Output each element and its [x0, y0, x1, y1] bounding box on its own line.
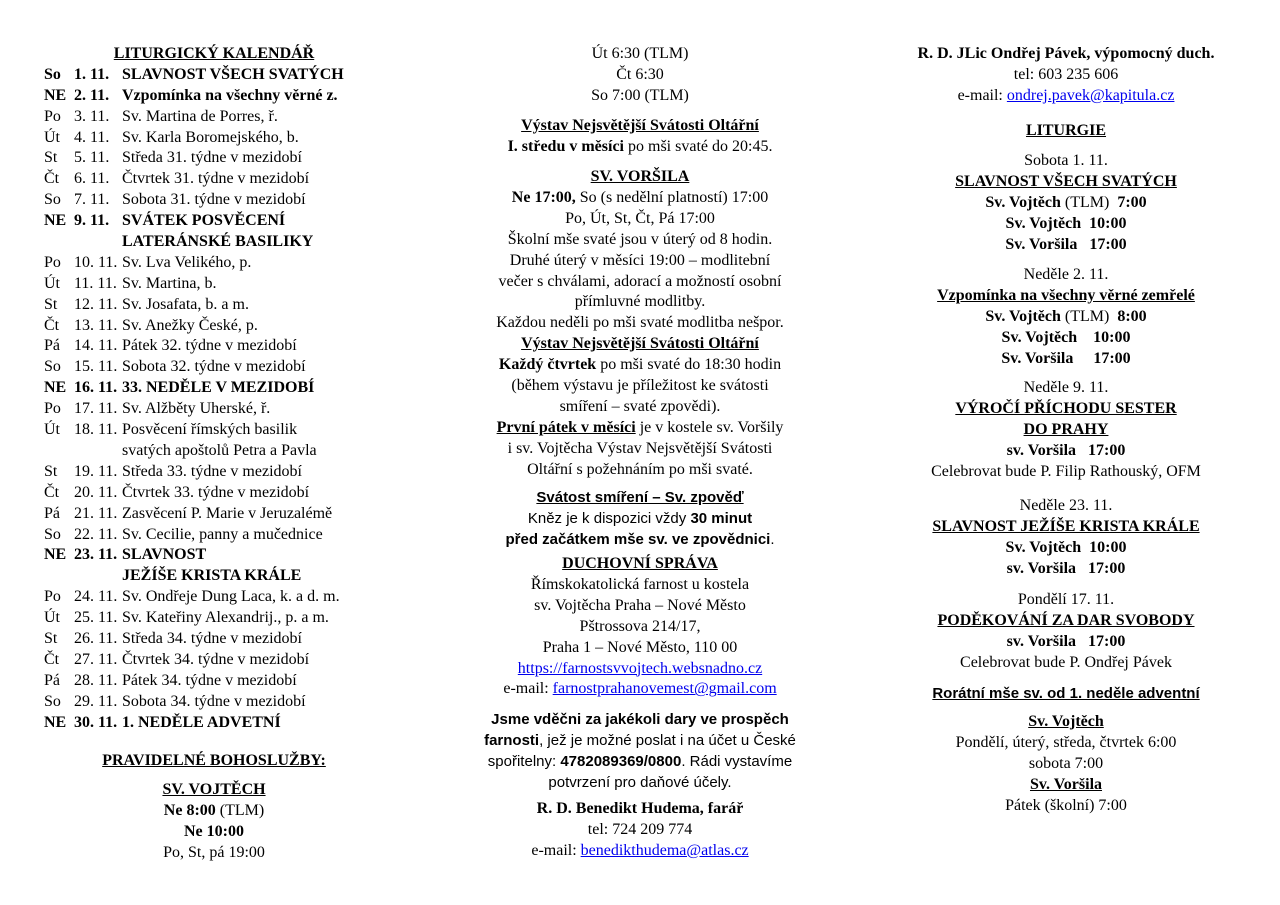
calendar-name: Středa 34. týdne v mezidobí — [122, 629, 302, 647]
vojtech-sunday-1: Ne 8:00 (TLM) — [163, 801, 265, 819]
calendar-date: 3. 11. — [74, 107, 110, 125]
liturgy-mass-line — [864, 193, 1268, 214]
calendar-day: NE — [44, 546, 67, 564]
vorsila-section — [442, 167, 838, 481]
liturgy-mass-normal: (TLM) — [1060, 193, 1110, 211]
liturgy-mass-normal: Celebrovat bude P. Ondřej Pávek — [960, 653, 1172, 671]
calendar-entry — [44, 295, 414, 316]
calendar-name: Sobota 31. týdne v mezidobí — [122, 191, 306, 209]
assistant-email: e-mail: ondrej.pavek@kapitula.cz — [957, 86, 1175, 104]
rorate-vorsila-title: Sv. Voršila — [1029, 775, 1103, 793]
adoration-1-text: I. středu v měsíci po mši svaté do 20:45. — [507, 137, 773, 155]
calendar-name: Středa 31. týdne v mezidobí — [122, 149, 302, 167]
parish-email: e-mail: farnostprahanovemest@gmail.com — [503, 680, 777, 698]
calendar-name: Sobota 32. týdne v mezidobí — [122, 358, 306, 376]
calendar-date: 27. 11. — [74, 650, 118, 668]
vorsila-text-2: Druhé úterý v měsíci 19:00 – modlitební — [509, 251, 771, 269]
liturgy-heading: PODĚKOVÁNÍ ZA DAR SVOBODY — [937, 611, 1195, 629]
liturgy-mass-line — [864, 235, 1268, 256]
calendar-name-continued: svatých apoštolů Petra a Pavla — [122, 441, 317, 459]
liturgy-mass-bold: Sv. Vojtěch 10:00 — [1005, 538, 1127, 556]
calendar-entry — [44, 629, 414, 650]
liturgy-mass-bold: Sv. Vojtěch — [985, 307, 1061, 325]
vorsila-text-3: večer s chválami, adorací a možností osobní — [498, 272, 782, 290]
vojtech-sunday-2: Ne 10:00 — [184, 822, 244, 840]
liturgy-heading: SLAVNOST JEŽÍŠE KRISTA KRÁLE — [932, 517, 1200, 535]
first-friday-line-3: Oltářní s požehnáním po mši svaté. — [527, 460, 753, 478]
first-friday-text: První pátek v měsíci je v kostele sv. Voršily — [496, 418, 784, 436]
calendar-day: Út — [44, 609, 60, 627]
calendar-date: 9. 11. — [74, 212, 110, 230]
calendar-date: 22. 11. — [74, 525, 118, 543]
liturgy-section — [864, 265, 1268, 370]
calendar-date: 10. 11. — [74, 253, 118, 271]
vorsila-title: SV. VORŠILA — [590, 168, 690, 185]
vorsila-weekdays: Po, Út, St, Čt, Pá 17:00 — [565, 209, 715, 227]
calendar-day: Čt — [44, 316, 60, 334]
vorsila-text-4: přímluvné modlitby. — [574, 293, 706, 311]
calendar-day: Út — [44, 274, 60, 292]
calendar-day: St — [44, 295, 58, 313]
liturgy-mass-bold: Sv. Vojtěch 10:00 — [1005, 214, 1127, 232]
priest-email: e-mail: benedikthudema@atlas.cz — [531, 841, 749, 859]
calendar-name: SLAVNOST VŠECH SVATÝCH — [122, 65, 344, 83]
calendar-name-continued: JEŽÍŠE KRISTA KRÁLE — [122, 567, 302, 585]
donation-line-3: spořitelny: 4782089369/0800. Rádi vystavíme — [487, 752, 793, 770]
calendar-day: So — [44, 191, 61, 209]
calendar-name: Zasvěcení P. Marie v Jeruzalémě — [122, 504, 333, 522]
adoration-2-text: Každý čtvrtek po mši svaté do 18:30 hodin — [498, 356, 782, 374]
calendar-name-continued: LATERÁNSKÉ BASILIKY — [122, 233, 314, 251]
liturgy-mass-normal: Celebrovat bude P. Filip Rathouský, OFM — [931, 462, 1201, 480]
calendar-date: 24. 11. — [74, 588, 118, 606]
calendar-day: Po — [44, 588, 61, 606]
calendar-name: Sobota 34. týdne v mezidobí — [122, 692, 306, 710]
parish-line-2: sv. Vojtěcha Praha – Nové Město — [534, 596, 746, 614]
calendar-date: 19. 11. — [74, 462, 118, 480]
priest-section — [442, 799, 838, 862]
liturgy-date: Pondělí 17. 11. — [1017, 591, 1115, 608]
calendar-day: Út — [44, 421, 60, 439]
liturgy-mass-line — [864, 441, 1268, 462]
calendar-day: St — [44, 629, 58, 647]
calendar-name: SVÁTEK POSVĚCENÍ — [122, 212, 286, 230]
calendar-entry — [44, 462, 414, 483]
calendar-name: Sv. Anežky České, p. — [122, 316, 258, 334]
calendar-day: So — [44, 358, 61, 376]
calendar-day: Čt — [44, 483, 60, 501]
calendar-entry — [44, 316, 414, 337]
calendar-date: 2. 11. — [74, 86, 110, 104]
vojtech-title: SV. VOJTĚCH — [162, 780, 266, 798]
liturgy-section — [864, 496, 1268, 580]
liturgy-mass-bold: Sv. Voršila 17:00 — [1001, 349, 1131, 367]
calendar-entry — [44, 504, 414, 525]
calendar-day: NE — [44, 86, 67, 104]
liturgy-heading: Vzpomínka na všechny věrné zemřelé — [937, 286, 1195, 304]
calendar-date: 4. 11. — [74, 128, 110, 146]
liturgy-date: Neděle 23. 11. — [1019, 497, 1113, 514]
calendar-day: Po — [44, 253, 61, 271]
calendar-name: Sv. Karla Boromejského, b. — [122, 128, 299, 146]
rorate-vojtech-title: Sv. Vojtěch — [1028, 713, 1104, 730]
assistant-phone: tel: 603 235 606 — [1013, 65, 1119, 83]
liturgy-date: Neděle 9. 11. — [1023, 379, 1109, 396]
liturgy-mass-line — [864, 538, 1268, 559]
calendar-day: Pá — [44, 337, 60, 355]
donation-line-2: farnosti, jež je možné poslat i na účet u České — [484, 731, 796, 749]
calendar-day: So — [44, 65, 61, 83]
liturgy-mass-line — [864, 632, 1268, 653]
calendar-day: NE — [44, 713, 67, 731]
calendar-name: Čtvrtek 31. týdne v mezidobí — [122, 170, 310, 188]
liturgy-mass-normal: (TLM) — [1060, 307, 1110, 325]
confession-title: Svátost smíření – Sv. zpověď — [536, 489, 744, 506]
calendar-entry — [44, 86, 414, 107]
calendar-entry — [44, 128, 414, 149]
spiritual-care-section — [442, 554, 838, 700]
services-section — [44, 751, 384, 864]
calendar-entry — [44, 253, 414, 274]
calendar-entry — [44, 608, 414, 629]
vojtech-weekday-3: Čt 6:30 — [616, 65, 664, 83]
calendar-entry — [44, 525, 414, 546]
calendar-entry — [44, 211, 414, 232]
calendar-name: Středa 33. týdne v mezidobí — [122, 462, 302, 480]
calendar-date: 16. 11. — [74, 379, 118, 397]
calendar-day: Po — [44, 107, 61, 125]
adoration-2-note-1: (během výstavu je příležitost ke svátosti — [511, 377, 769, 395]
assistant-email-link[interactable]: ondrej.pavek@kapitula.cz — [1006, 86, 1175, 104]
calendar-date: 18. 11. — [74, 421, 118, 439]
donation-section — [442, 710, 838, 794]
rorate-vorsila-line-1: Pátek (školní) 7:00 — [1005, 796, 1127, 814]
calendar-name: SLAVNOST — [122, 546, 207, 564]
calendar-day: Pá — [44, 504, 60, 522]
calendar-name: Sv. Ondřeje Dung Laca, k. a d. m. — [122, 588, 340, 606]
donation-line-4: potvrzení pro daňové účely. — [548, 773, 732, 791]
liturgy-mass-bold: sv. Voršila 17:00 — [1006, 559, 1126, 577]
calendar-date: 25. 11. — [74, 609, 118, 627]
calendar-entry — [44, 357, 414, 378]
calendar-day: St — [44, 149, 58, 167]
liturgy-title: LITURGIE — [1025, 122, 1107, 139]
calendar-date: 12. 11. — [74, 295, 118, 313]
calendar-day: St — [44, 462, 58, 480]
calendar-date: 11. 11. — [74, 274, 117, 292]
calendar-name: Čtvrtek 34. týdne v mezidobí — [122, 650, 310, 668]
calendar-date: 30. 11. — [74, 713, 118, 731]
calendar-entry — [44, 587, 414, 608]
rorate-vojtech-line-2: sobota 7:00 — [1028, 754, 1104, 772]
calendar-name: Posvěcení římských basilik — [122, 421, 298, 439]
calendar-date: 20. 11. — [74, 483, 118, 501]
parish-line-3: Pštrossova 214/17, — [579, 617, 701, 635]
calendar-date: 29. 11. — [74, 692, 118, 710]
liturgy-mass-bold: Sv. Vojtěch 10:00 — [1001, 328, 1131, 346]
assistant-section — [864, 44, 1268, 107]
calendar-name: Vzpomínka na všechny věrné z. — [122, 86, 338, 104]
calendar-entry — [44, 650, 414, 671]
calendar-list — [44, 65, 414, 734]
calendar-name: Sv. Martina de Porres, ř. — [122, 107, 278, 125]
parish-email-link[interactable]: farnostprahanovemest@gmail.com — [552, 680, 777, 698]
calendar-name: Sv. Josafata, b. a m. — [122, 295, 249, 313]
liturgy-mass-line — [864, 349, 1268, 370]
calendar-entry — [44, 190, 414, 211]
calendar-entry — [44, 107, 414, 128]
liturgy-mass-line — [864, 462, 1268, 483]
donation-line-1: Jsme vděčni za jakékoli dary ve prospěch — [491, 711, 789, 728]
calendar-entry — [44, 378, 414, 399]
calendar-name: Sv. Martina, b. — [122, 274, 217, 292]
calendar-date: 26. 11. — [74, 629, 118, 647]
liturgy-mass-bold: Sv. Voršila 17:00 — [1005, 235, 1127, 253]
calendar-name: 33. NEDĚLE V MEZIDOBÍ — [122, 379, 315, 397]
calendar-date: 5. 11. — [74, 149, 110, 167]
vorsila-text-1: Školní mše svaté jsou v úterý od 8 hodin. — [507, 230, 773, 248]
liturgy-heading: SLAVNOST VŠECH SVATÝCH — [955, 172, 1177, 190]
liturgy-heading: VÝROČÍ PŘÍCHODU SESTER — [955, 399, 1177, 417]
calendar-day: Po — [44, 400, 61, 418]
calendar-date: 15. 11. — [74, 358, 118, 376]
first-friday-line-2: i sv. Vojtěcha Výstav Nejsvětější Svátosti — [507, 439, 773, 457]
calendar-title: LITURGICKÝ KALENDÁŘ — [113, 45, 315, 62]
calendar-date: 17. 11. — [74, 400, 118, 418]
parish-line-1: Římskokatolická farnost u kostela — [530, 575, 750, 593]
calendar-entry — [44, 671, 414, 692]
liturgy-mass-line — [864, 328, 1268, 349]
calendar-entry — [44, 545, 414, 566]
liturgy-mass-bold2: 8:00 — [1109, 307, 1147, 325]
calendar-date: 21. 11. — [74, 504, 118, 522]
calendar-entry — [44, 713, 414, 734]
services-title: PRAVIDELNÉ BOHOSLUŽBY: — [102, 752, 326, 769]
vorsila-sunday: Ne 17:00, So (s nedělní platností) 17:00 — [511, 188, 769, 206]
liturgy-section — [864, 151, 1268, 256]
calendar-date: 6. 11. — [74, 170, 110, 188]
adoration-1-title: Výstav Nejsvětější Svátosti Oltářní — [521, 117, 759, 134]
calendar-name: Sv. Kateřiny Alexandrij., p. a m. — [122, 609, 329, 627]
calendar-entry — [44, 274, 414, 295]
calendar-day: NE — [44, 379, 67, 397]
liturgy-mass-bold2: 7:00 — [1109, 193, 1147, 211]
calendar-day: Út — [44, 128, 60, 146]
calendar-day: Čt — [44, 170, 60, 188]
calendar-entry — [44, 420, 414, 441]
liturgy-section — [864, 378, 1268, 483]
rorate-details — [864, 712, 1268, 817]
calendar-day: NE — [44, 212, 67, 230]
liturgy-mass-bold: Sv. Vojtěch — [985, 193, 1061, 211]
adoration-2-note-2: smíření – svaté zpovědi). — [559, 397, 721, 415]
services-continued — [442, 44, 838, 107]
rorate-title: Rorátní mše sv. od 1. neděle adventní — [932, 685, 1200, 702]
calendar-entry — [44, 692, 414, 713]
liturgy-title-block — [864, 121, 1268, 142]
calendar-name: Sv. Cecilie, panny a mučednice — [122, 525, 323, 543]
liturgy-mass-line — [864, 214, 1268, 235]
liturgy-mass-line — [864, 653, 1268, 674]
calendar-column — [44, 44, 414, 733]
vojtech-weekday-1: Po, St, pá 19:00 — [163, 843, 265, 861]
confession-section — [442, 488, 838, 551]
vorsila-text-5: Každou neděli po mši svaté modlitba nešpor. — [496, 314, 784, 332]
calendar-name: 1. NEDĚLE ADVETNÍ — [122, 713, 281, 731]
calendar-name: Sv. Alžběty Uherské, ř. — [122, 400, 271, 418]
rorate-vojtech-line-1: Pondělí, úterý, středa, čtvrtek 6:00 — [955, 733, 1177, 751]
liturgy-mass-line — [864, 307, 1268, 328]
calendar-date: 7. 11. — [74, 191, 110, 209]
calendar-date: 14. 11. — [74, 337, 118, 355]
calendar-day: Čt — [44, 650, 60, 668]
parish-website-link[interactable]: https://farnostsvvojtech.websnadno.cz — [517, 659, 763, 677]
parish-line-4: Praha 1 – Nové Město, 110 00 — [542, 638, 738, 656]
adoration-wednesday — [442, 116, 838, 158]
priest-email-link[interactable]: benedikthudema@atlas.cz — [580, 841, 749, 859]
assistant-name: R. D. JLic Ondřej Pávek, výpomocný duch. — [917, 45, 1215, 62]
liturgy-section — [864, 590, 1268, 674]
vojtech-weekday-4: So 7:00 (TLM) — [591, 86, 689, 104]
confession-line-2: před začátkem mše sv. ve zpovědnici. — [505, 530, 775, 548]
calendar-day: So — [44, 692, 61, 710]
liturgy-date: Sobota 1. 11. — [1024, 152, 1108, 169]
calendar-date: 1. 11. — [74, 65, 110, 83]
liturgy-mass-bold: sv. Voršila 17:00 — [1006, 441, 1126, 459]
calendar-date: 23. 11. — [74, 546, 118, 564]
priest-name: R. D. Benedikt Hudema, farář — [536, 800, 744, 817]
calendar-name: Sv. Lva Velikého, p. — [122, 253, 252, 271]
rorate-section — [864, 684, 1268, 705]
calendar-day: So — [44, 525, 61, 543]
calendar-name: Čtvrtek 33. týdne v mezidobí — [122, 483, 310, 501]
calendar-date: 13. 11. — [74, 316, 118, 334]
calendar-date: 28. 11. — [74, 671, 118, 689]
confession-line-1: Kněz je k dispozici vždy 30 minut — [527, 509, 753, 527]
liturgy-mass-bold: sv. Voršila 17:00 — [1006, 632, 1126, 650]
calendar-entry — [44, 336, 414, 357]
calendar-entry — [44, 399, 414, 420]
calendar-day: Pá — [44, 671, 60, 689]
spiritual-care-title: DUCHOVNÍ SPRÁVA — [562, 555, 718, 572]
calendar-entry — [44, 169, 414, 190]
calendar-entry — [44, 65, 414, 86]
calendar-entry — [44, 148, 414, 169]
liturgy-date: Neděle 2. 11. — [1023, 266, 1109, 283]
priest-phone: tel: 724 209 774 — [587, 820, 693, 838]
adoration-2-title: Výstav Nejsvětější Svátosti Oltářní — [521, 335, 759, 353]
calendar-name: Pátek 34. týdne v mezidobí — [122, 671, 297, 689]
liturgy-heading: DO PRAHY — [1023, 420, 1109, 438]
calendar-entry — [44, 483, 414, 504]
vojtech-weekday-2: Út 6:30 (TLM) — [591, 45, 689, 62]
calendar-name: Pátek 32. týdne v mezidobí — [122, 337, 297, 355]
liturgy-mass-line — [864, 559, 1268, 580]
